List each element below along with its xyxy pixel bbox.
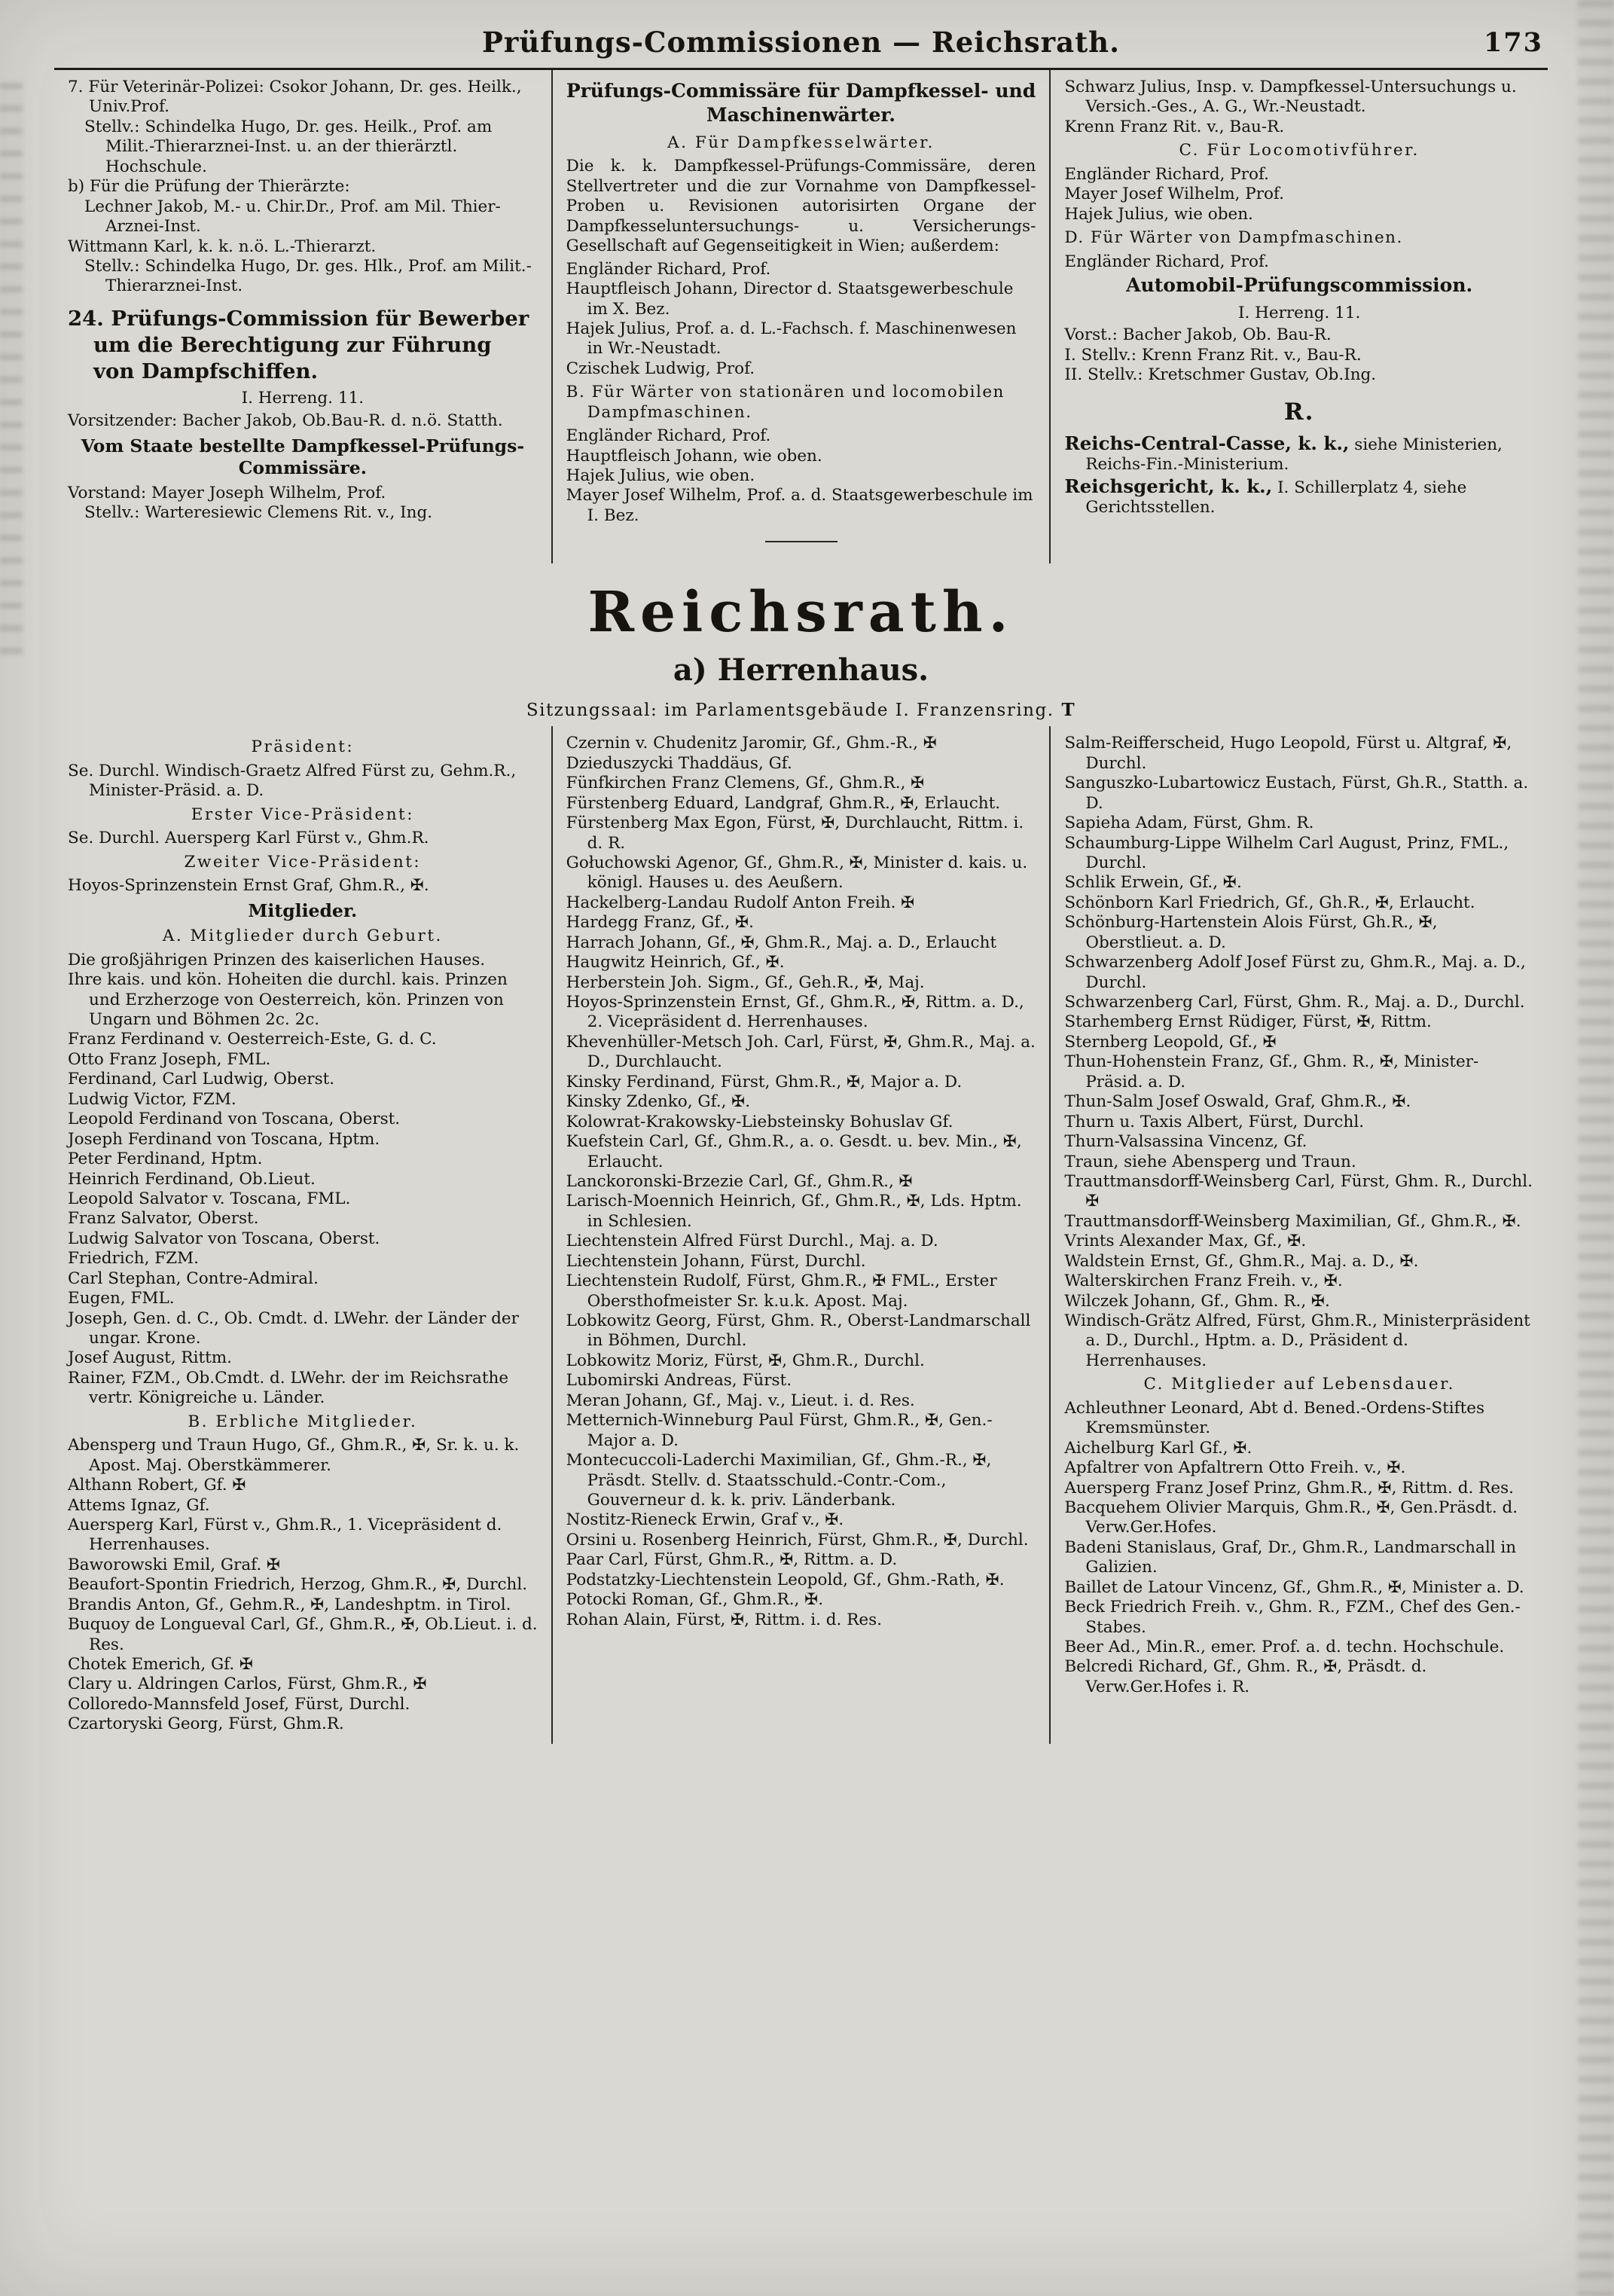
section-heading: B. Erbliche Mitglieder. — [188, 1412, 418, 1431]
directory-entry: Chotek Emerich, Gf. ✠ — [68, 1655, 254, 1675]
directory-entry: Beck Friedrich Freih. v., Ghm. R., FZM., Chef des Gen.-Stabes. — [1064, 1598, 1521, 1637]
directory-entry: Colloredo-Mannsfeld Josef, Fürst, Durchl. — [68, 1694, 410, 1714]
top-column-1 — [54, 70, 551, 563]
directory-entry: Mayer Josef Wilhelm, Prof. a. d. Staatsgewerbeschule im I. Bez. — [566, 486, 1033, 525]
herrenhaus-subtitle: a) Herrenhaus. — [673, 652, 929, 688]
page-header-title: Prüfungs-Commissionen — Reichsrath. — [482, 26, 1120, 59]
directory-entry: Trauttmansdorff-Weinsberg Maximilian, Gf., Ghm.R., ✠. — [1064, 1211, 1521, 1231]
directory-entry: Brandis Anton, Gf., Gehm.R., ✠, Landeshptm. in Tirol. — [68, 1595, 511, 1614]
directory-entry: Liechtenstein Alfred Fürst Durchl., Maj. a. D. — [566, 1232, 938, 1251]
directory-entry: Heinrich Ferdinand, Ob.Lieut. — [68, 1169, 316, 1189]
bottom-column-3 — [1049, 726, 1548, 1743]
intro-paragraph: Die k. k. Dampfkessel-Prüfungs-Commissäre, deren Stellvertreter und die zur Vornahme von Dampfkessel-Proben u. Revisionen autorisirten Organe der Dampfkesseluntersuchungs- u. Versicherungs-Gesellschaft auf Gegenseitigkeit in Wien; außerdem: — [566, 157, 1036, 256]
section-heading: C. Mitglieder auf Lebensdauer. — [1143, 1375, 1455, 1394]
top-columns — [54, 70, 1548, 563]
directory-entry: Hajek Julius, wie oben. — [566, 466, 755, 485]
directory-entry: I. Stellv.: Krenn Franz Rit. v., Bau-R. — [1064, 345, 1362, 365]
directory-entry: Friedrich, FZM. — [68, 1249, 199, 1269]
address-line: I. Herreng. 11. — [1237, 303, 1361, 322]
directory-entry: Windisch-Grätz Alfred, Fürst, Ghm.R., Ministerpräsident a. D., Durchl., Hptm. a. D., Präsident d. Herrenhauses. — [1064, 1311, 1530, 1370]
directory-entry: Schwarz Julius, Insp. v. Dampfkessel-Untersuchungs u. Versich.-Ges., A. G., Wr.-Neustadt. — [1064, 78, 1517, 117]
directory-entry: Hoyos-Sprinzenstein Ernst Graf, Ghm.R., ✠. — [68, 875, 429, 895]
directory-entry: Haugwitz Heinrich, Gf., ✠. — [566, 953, 785, 972]
directory-entry: Khevenhüller-Metsch Joh. Carl, Fürst, ✠, Ghm.R., Maj. a. D., Durchlaucht. — [566, 1032, 1036, 1072]
directory-entry: Czernin v. Chudenitz Jaromir, Gf., Ghm.-R., ✠ — [566, 734, 937, 753]
directory-entry: Schönborn Karl Friedrich, Gf., Gh.R., ✠, Erlaucht. — [1064, 893, 1475, 912]
directory-entry: Apfaltrer von Apfaltrern Otto Freih. v., ✠. — [1064, 1458, 1406, 1478]
directory-entry: Larisch-Moennich Heinrich, Gf., Ghm.R., ✠, Lds. Hptm. in Schlesien. — [566, 1192, 1022, 1231]
top-column-2 — [551, 70, 1050, 563]
directory-entry: 7. Für Veterinär-Polizei: Csokor Johann, Dr. ges. Heilk., Univ.Prof. — [68, 78, 522, 117]
directory-entry: Metternich-Winneburg Paul Fürst, Ghm.R., ✠, Gen.-Major a. D. — [566, 1411, 993, 1450]
directory-entry: Liechtenstein Johann, Fürst, Durchl. — [566, 1251, 866, 1271]
directory-entry: Fürstenberg Max Egon, Fürst, ✠, Durchlaucht, Rittm. i. d. R. — [566, 814, 1024, 853]
directory-entry: Die großjährigen Prinzen des kaiserlichen Hauses. — [68, 950, 486, 969]
directory-entry: Lanckoronski-Brzezie Carl, Gf., Ghm.R., ✠ — [566, 1171, 913, 1191]
directory-entry: Engländer Richard, Prof. — [566, 426, 771, 446]
directory-entry: Engländer Richard, Prof. — [566, 259, 771, 279]
directory-entry: Paar Carl, Fürst, Ghm.R., ✠, Rittm. a. D. — [566, 1550, 898, 1570]
section-heading: A. Für Dampfkesselwärter. — [667, 133, 935, 152]
commission-heading: 24. Prüfungs-Commission für Bewerber um die Berechtigung zur Führung von Dampfschiffen. — [68, 306, 529, 384]
directory-entry: Auersperg Karl, Fürst v., Ghm.R., 1. Vicepräsident d. Herrenhauses. — [68, 1515, 502, 1555]
directory-subentry: Lechner Jakob, M.- u. Chir.Dr., Prof. am Mil. Thier-Arznei-Inst. — [84, 197, 501, 237]
directory-entry: Kinsky Zdenko, Gf., ✠. — [566, 1092, 751, 1112]
directory-entry: Fürstenberg Eduard, Landgraf, Ghm.R., ✠, Erlaucht. — [566, 793, 1001, 813]
directory-entry: Hauptfleisch Johann, Director d. Staatsgewerbeschule im X. Bez. — [566, 279, 1014, 319]
subsection-heading: D. Für Wärter von Dampfmaschinen. — [1064, 228, 1403, 248]
directory-entry: Czischek Ludwig, Prof. — [566, 359, 755, 378]
directory-entry: Thurn u. Taxis Albert, Fürst, Durchl. — [1064, 1112, 1365, 1131]
bottom-column-2 — [551, 726, 1050, 1743]
directory-entry: Thurn-Valsassina Vincenz, Gf. — [1064, 1132, 1307, 1152]
directory-entry: Gołuchowski Agenor, Gf., Ghm.R., ✠, Minister d. kais. u. königl. Hauses u. des Aeußern. — [566, 853, 1028, 893]
directory-entry: Mayer Josef Wilhelm, Prof. — [1064, 185, 1284, 204]
section-heading: Vom Staate bestellte Dampfkessel-Prüfungs-Commissäre. — [81, 435, 525, 479]
directory-entry: Clary u. Aldringen Carlos, Fürst, Ghm.R., ✠ — [68, 1675, 427, 1694]
directory-entry: Ihre kais. und kön. Hoheiten die durchl. kais. Prinzen und Erzherzoge von Oesterreich, kön. Prinzen von Ungarn und Böhmen 2c. 2c. — [68, 970, 508, 1030]
directory-entry: Schwarzenberg Carl, Fürst, Ghm. R., Maj. a. D., Durchl. — [1064, 993, 1525, 1012]
directory-entry: Herberstein Joh. Sigm., Gf., Geh.R., ✠, Maj. — [566, 972, 925, 992]
directory-entry: Podstatzky-Liechtenstein Leopold, Gf., Ghm.-Rath, ✠. — [566, 1570, 1005, 1589]
section-heading: Präsident: — [251, 737, 355, 757]
commission-heading: Prüfungs-Commissäre für Dampfkessel- und Maschinenwärter. — [566, 80, 1036, 126]
signature-mark: T — [1061, 700, 1076, 721]
directory-entry: Montecuccoli-Laderchi Maximilian, Gf., Ghm.-R., ✠, Präsdt. Stellv. d. Staatsschuld.-Contr.-Com., Gouverneur d. k. k. priv. Länderbank. — [566, 1451, 992, 1510]
section-heading: C. Für Locomotivführer. — [1179, 141, 1420, 160]
directory-entry: Badeni Stanislaus, Graf, Dr., Ghm.R., Landmarschall in Galizien. — [1064, 1537, 1517, 1577]
directory-entry: Sanguszko-Lubartowicz Eustach, Fürst, Gh.R., Statth. a. D. — [1064, 774, 1529, 813]
directory-entry: Potocki Roman, Gf., Ghm.R., ✠. — [566, 1590, 824, 1610]
directory-entry: Wittmann Karl, k. k. n.ö. L.-Thierarzt. — [68, 237, 377, 256]
directory-entry: Fünfkirchen Franz Clemens, Gf., Ghm.R., ✠ — [566, 774, 925, 793]
directory-entry: Hardegg Franz, Gf., ✠. — [566, 913, 754, 933]
directory-entry: Abensperg und Traun Hugo, Gf., Ghm.R., ✠, Sr. k. u. k. Apost. Maj. Oberstkämmerer. — [68, 1436, 520, 1475]
directory-entry: Reichsgericht, k. k., I. Schillerplatz 4, siehe Gerichtsstellen. — [1064, 475, 1467, 518]
directory-entry: Joseph Ferdinand von Toscana, Hptm. — [68, 1129, 380, 1149]
directory-entry: Reichs-Central-Casse, k. k., siehe Ministerien, Reichs-Fin.-Ministerium. — [1064, 432, 1503, 475]
directory-subentry: Stellv.: Schindelka Hugo, Dr. ges. Heilk., Prof. am Milit.-Thierarznei-Inst. u. an der thierärztl. Hochschule. — [84, 117, 493, 176]
directory-entry: Czartoryski Georg, Fürst, Ghm.R. — [68, 1714, 344, 1734]
top-column-3 — [1049, 70, 1548, 563]
directory-entry: b) Für die Prüfung der Thierärzte: — [68, 177, 350, 197]
directory-entry: Schlik Erwein, Gf., ✠. — [1064, 873, 1242, 893]
letter-heading: R. — [1283, 398, 1315, 426]
directory-entry: Se. Durchl. Windisch-Graetz Alfred Fürst zu, Gehm.R., Minister-Präsid. a. D. — [68, 761, 517, 801]
directory-entry: Sternberg Leopold, Gf., ✠ — [1064, 1032, 1277, 1052]
directory-entry: Buquoy de Longueval Carl, Gf., Ghm.R., ✠, Ob.Lieut. i. d. Res. — [68, 1615, 538, 1654]
divider-rule — [765, 541, 838, 542]
directory-entry: Aichelburg Karl Gf., ✠. — [1064, 1438, 1252, 1458]
directory-entry: Nostitz-Rieneck Erwin, Graf v., ✠. — [566, 1510, 844, 1530]
directory-entry: Hackelberg-Landau Rudolf Anton Freih. ✠ — [566, 893, 915, 912]
subsection-heading: B. Für Wärter von stationären und locomobilen Dampfmaschinen. — [566, 383, 1005, 422]
directory-entry: Sapieha Adam, Fürst, Ghm. R. — [1064, 814, 1314, 833]
reichsrath-heading — [54, 580, 1548, 721]
directory-entry: Kinsky Ferdinand, Fürst, Ghm.R., ✠, Major a. D. — [566, 1072, 963, 1092]
directory-entry: Vorsitzender: Bacher Jakob, Ob.Bau-R. d. n.ö. Statth. — [68, 411, 503, 430]
directory-entry: Vorstand: Mayer Joseph Wilhelm, Prof. — [68, 484, 386, 503]
directory-entry: Peter Ferdinand, Hptm. — [68, 1150, 263, 1169]
directory-entry: Hauptfleisch Johann, wie oben. — [566, 446, 822, 466]
directory-entry: Beaufort-Spontin Friedrich, Herzog, Ghm.R., ✠, Durchl. — [68, 1575, 528, 1595]
bottom-column-1 — [54, 726, 551, 1743]
section-heading: A. Mitglieder durch Geburt. — [162, 927, 443, 946]
directory-entry: Vrints Alexander Max, Gf., ✠. — [1064, 1232, 1307, 1251]
directory-entry: Thun-Salm Josef Oswald, Graf, Ghm.R., ✠. — [1064, 1092, 1411, 1112]
directory-entry: Vorst.: Bacher Jakob, Ob. Bau-R. — [1064, 325, 1332, 345]
directory-subentry: Stellv.: Schindelka Hugo, Dr. ges. Hlk., Prof. am Milit.-Thierarznei-Inst. — [84, 256, 532, 296]
directory-entry: Lubomirski Andreas, Fürst. — [566, 1371, 792, 1391]
directory-entry: Liechtenstein Rudolf, Fürst, Ghm.R., ✠ FML., Erster Obersthofmeister Sr. k.u.k. Apost. Maj. — [566, 1272, 997, 1311]
directory-entry: Wilczek Johann, Gf., Ghm. R., ✠. — [1064, 1291, 1330, 1311]
entry-lead: Reichs-Central-Casse, k. k., — [1064, 432, 1350, 454]
directory-entry: Walterskirchen Franz Freih. v., ✠. — [1064, 1272, 1343, 1291]
directory-entry: Baillet de Latour Vincenz, Gf., Ghm.R., ✠, Minister a. D. — [1064, 1577, 1524, 1597]
directory-entry: Harrach Johann, Gf., ✠, Ghm.R., Maj. a. D., Erlaucht — [566, 933, 997, 952]
section-heading: Zweiter Vice-Präsident: — [184, 852, 422, 872]
bottom-columns — [54, 726, 1548, 1743]
directory-entry: Salm-Reifferscheid, Hugo Leopold, Fürst u. Altgraf, ✠, Durchl. — [1064, 734, 1512, 773]
directory-entry: Bacquehem Olivier Marquis, Ghm.R., ✠, Gen.Präsdt. d. Verw.Ger.Hofes. — [1064, 1498, 1518, 1537]
directory-entry: Baworowski Emil, Graf. ✠ — [68, 1555, 281, 1574]
section-heading: Mitglieder. — [248, 900, 358, 922]
sitzungssaal-line — [54, 700, 1548, 720]
directory-entry: Dzieduszycki Thaddäus, Gf. — [566, 753, 792, 773]
directory-entry: Engländer Richard, Prof. — [1064, 164, 1269, 184]
directory-entry: II. Stellv.: Kretschmer Gustav, Ob.Ing. — [1064, 365, 1377, 385]
directory-entry: Schaumburg-Lippe Wilhelm Carl August, Prinz, FML., Durchl. — [1064, 833, 1509, 872]
directory-entry: Trauttmansdorff-Weinsberg Carl, Fürst, Ghm. R., Durchl. ✠ — [1064, 1171, 1533, 1211]
directory-entry: Leopold Ferdinand von Toscana, Oberst. — [68, 1110, 401, 1129]
directory-entry: Lobkowitz Moriz, Fürst, ✠, Ghm.R., Durchl. — [566, 1351, 925, 1370]
directory-entry: Thun-Hohenstein Franz, Gf., Ghm. R., ✠, Minister-Präsid. a. D. — [1064, 1052, 1479, 1092]
directory-entry: Ferdinand, Carl Ludwig, Oberst. — [68, 1070, 335, 1089]
directory-entry: Franz Ferdinand v. Oesterreich-Este, G. d. C. — [68, 1030, 437, 1049]
directory-entry: Beer Ad., Min.R., emer. Prof. a. d. techn. Hochschule. — [1064, 1638, 1505, 1656]
entry-lead: Reichsgericht, k. k., — [1064, 475, 1273, 497]
directory-entry: Krenn Franz Rit. v., Bau-R. — [1064, 117, 1285, 136]
directory-entry: Schwarzenberg Adolf Josef Fürst zu, Ghm.R., Maj. a. D., Durchl. — [1064, 953, 1526, 992]
directory-entry: Joseph, Gen. d. C., Ob. Cmdt. d. LWehr. der Länder der ungar. Krone. — [68, 1308, 519, 1348]
directory-entry: Traun, siehe Abensperg und Traun. — [1064, 1152, 1356, 1171]
directory-entry: Ludwig Victor, FZM. — [68, 1089, 236, 1109]
directory-entry: Attems Ignaz, Gf. — [68, 1495, 210, 1515]
directory-entry: Rohan Alain, Fürst, ✠, Rittm. i. d. Res. — [566, 1610, 882, 1629]
directory-entry: Se. Durchl. Auersperg Karl Fürst v., Ghm.R. — [68, 829, 429, 848]
directory-entry: Rainer, FZM., Ob.Cmdt. d. LWehr. der im Reichsrathe vertr. Königreiche u. Länder. — [68, 1368, 509, 1408]
directory-entry: Engländer Richard, Prof. — [1064, 252, 1269, 271]
directory-entry: Lobkowitz Georg, Fürst, Ghm. R., Oberst-Landmarschall in Böhmen, Durchl. — [566, 1311, 1031, 1351]
directory-entry: Schönburg-Hartenstein Alois Fürst, Gh.R., ✠, Oberstlieut. a. D. — [1064, 913, 1438, 952]
commission-heading: Automobil-Prüfungscommission. — [1126, 273, 1473, 296]
directory-entry: Otto Franz Joseph, FML. — [68, 1049, 271, 1069]
scan-artifact-right — [1578, 0, 1614, 2296]
directory-entry: Hoyos-Sprinzenstein Ernst, Gf., Ghm.R., ✠, Rittm. a. D., 2. Vicepräsident d. Herrenhauses. — [566, 993, 1024, 1032]
directory-entry: Meran Johann, Gf., Maj. v., Lieut. i. d. Res. — [566, 1391, 915, 1410]
section-heading: Erster Vice-Präsident: — [191, 805, 414, 824]
directory-entry: Auersperg Franz Josef Prinz, Ghm.R., ✠, Rittm. d. Res. — [1064, 1478, 1514, 1498]
directory-entry: Hajek Julius, wie oben. — [1064, 204, 1253, 224]
directory-entry: Kuefstein Carl, Gf., Ghm.R., a. o. Gesdt. u. bev. Min., ✠, Erlaucht. — [566, 1132, 1022, 1171]
directory-entry: Waldstein Ernst, Gf., Ghm.R., Maj. a. D., ✠. — [1064, 1251, 1419, 1271]
directory-entry: Kolowrat-Krakowsky-Liebsteinsky Bohuslav Gf. — [566, 1112, 953, 1131]
directory-entry: Ludwig Salvator von Toscana, Oberst. — [68, 1229, 380, 1248]
scan-artifact-left — [0, 83, 23, 655]
directory-entry: Franz Salvator, Oberst. — [68, 1209, 259, 1229]
directory-entry: Hajek Julius, Prof. a. d. L.-Fachsch. f. Maschinenwesen in Wr.-Neustadt. — [566, 319, 1017, 359]
directory-entry: Eugen, FML. — [68, 1289, 175, 1308]
directory-entry: Belcredi Richard, Gf., Ghm. R., ✠, Präsdt. d. Verw.Ger.Hofes i. R. — [1064, 1657, 1427, 1696]
directory-entry: Carl Stephan, Contre-Admiral. — [68, 1269, 319, 1288]
directory-entry: Orsini u. Rosenberg Heinrich, Fürst, Ghm.R., ✠, Durchl. — [566, 1530, 1029, 1549]
sitzungssaal-text: Sitzungssaal: im Parlamentsgebäude I. Franzensring. — [526, 701, 1054, 721]
page-header — [54, 26, 1548, 59]
directory-subentry: Stellv.: Warteresiewic Clemens Rit. v., Ing. — [84, 503, 433, 523]
address-line: I. Herreng. 11. — [241, 389, 365, 408]
directory-entry: Starhemberg Ernst Rüdiger, Fürst, ✠, Rittm. — [1064, 1012, 1432, 1032]
page-number: 173 — [1483, 27, 1543, 58]
directory-entry: Althann Robert, Gf. ✠ — [68, 1476, 246, 1495]
reichsrath-title: Reichsrath. — [587, 580, 1014, 646]
directory-entry: Josef August, Rittm. — [68, 1348, 233, 1368]
directory-entry: Achleuthner Leonard, Abt d. Bened.-Ordens-Stiftes Kremsmünster. — [1064, 1398, 1484, 1438]
directory-entry: Leopold Salvator v. Toscana, FML. — [68, 1189, 351, 1208]
